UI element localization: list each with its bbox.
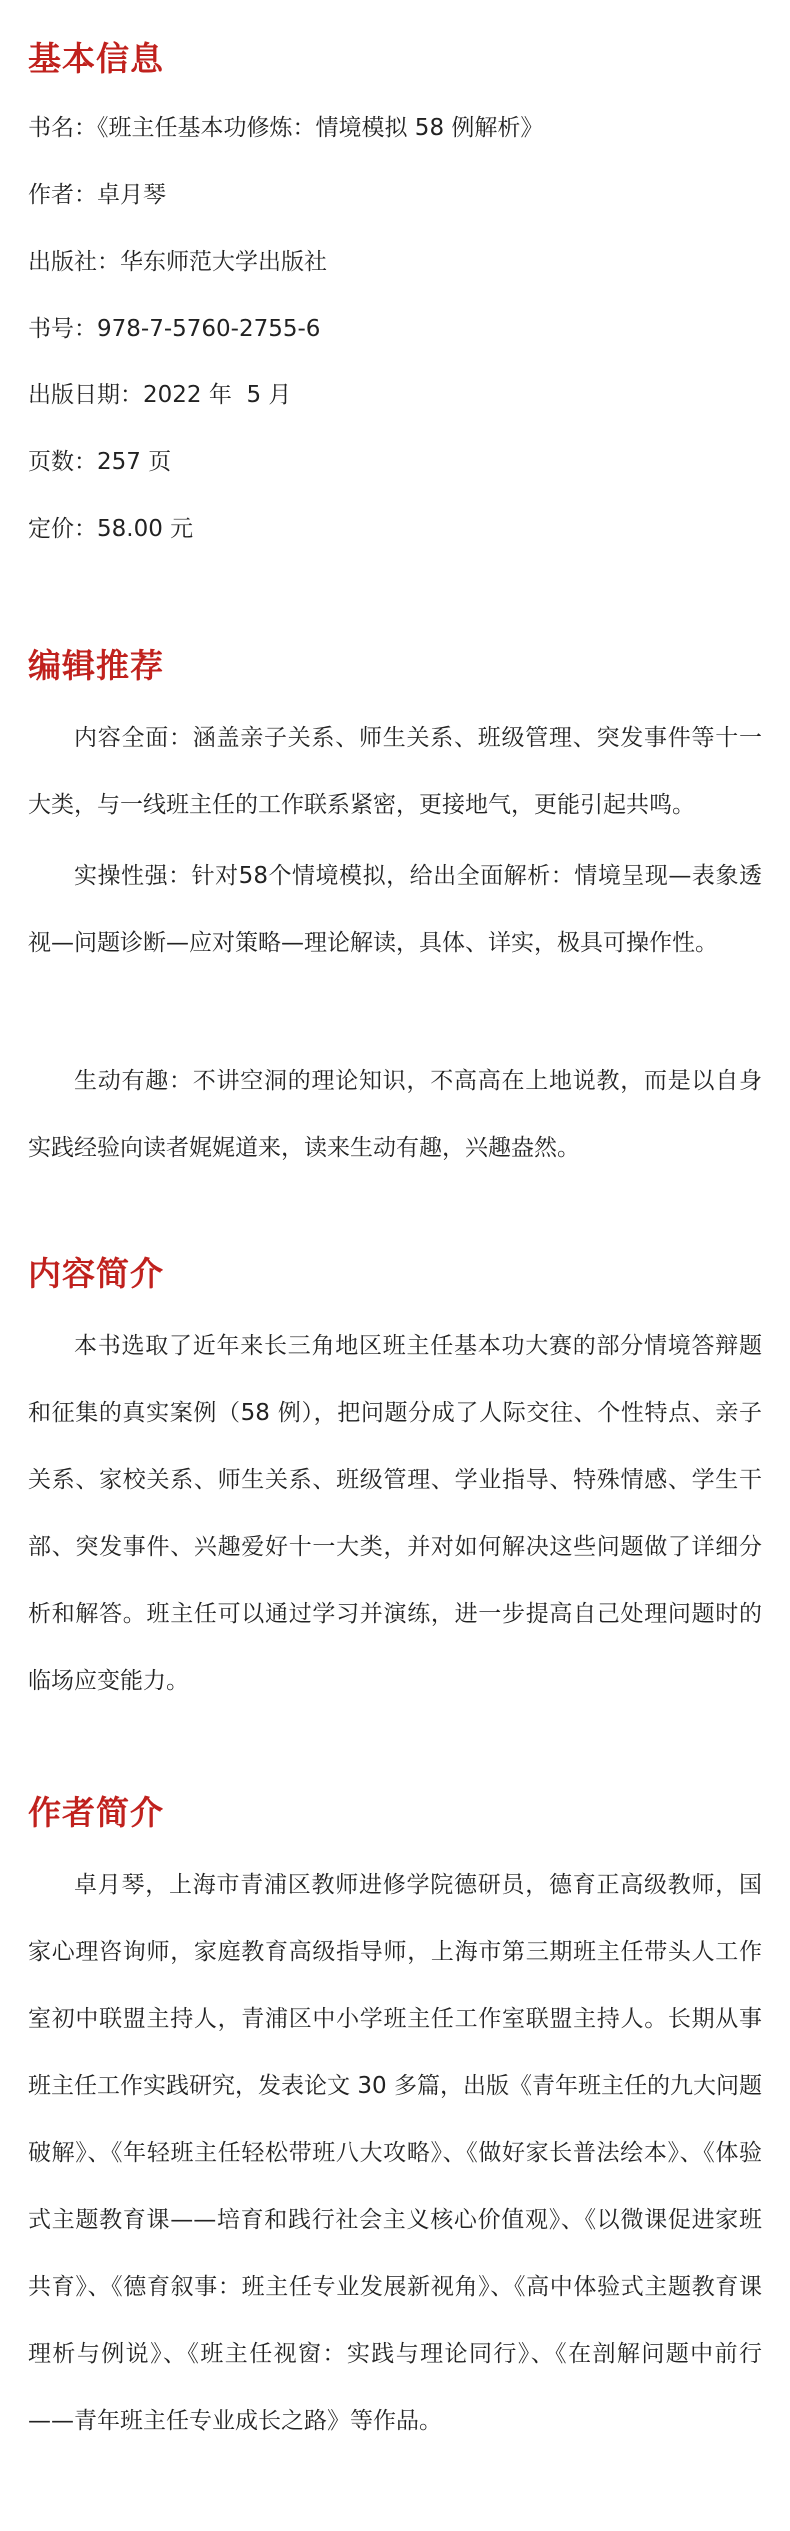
author-paragraph: 卓月琴，上海市青浦区教师进修学院德研员，德育正高级教师，国家心理咨询师，家庭教育高级指导师，上海市第三期班主任带头人工作室初中联盟主持人，青浦区中小学班主任工作室联盟主持人。长期从事班主任工作实践研究，发表论文 30 多篇，出版《青年班主任的九大问题破解》、《年轻班主任轻松带班八大攻略》、《做好家长普法绘本》、《体验式主题教育课——培育和践行社会主义核心价值观》、《以微课促进家班共育》、《德育叙事：班主任专业发展新视角》、《高中体验式主题教育课理析与例说》、《班主任视窗：实践与理论同行》、《在剖解问题中前行——青年班主任专业成长之路》等作品。 (28, 1872, 762, 2434)
recommend-paragraph-comprehensive: 内容全面：涵盖亲子关系、师生关系、班级管理、突发事件等十一大类，与一线班主任的工作联系紧密，更接地气，更能引起共鸣。 (28, 725, 762, 818)
info-publisher: 出版社：华东师范大学出版社 (28, 249, 327, 275)
section-title-editor-recommend: 编辑推荐 (28, 646, 164, 685)
section-title-author-intro: 作者简介 (28, 1793, 164, 1832)
info-book-name: 书名：《班主任基本功修炼：情境模拟 58 例解析》 (28, 115, 544, 141)
section-title-basic-info: 基本信息 (28, 39, 164, 78)
info-isbn: 书号：978-7-5760-2755-6 (28, 316, 321, 342)
recommend-paragraph-engaging: 生动有趣：不讲空洞的理论知识，不高高在上地说教，而是以自身实践经验向读者娓娓道来，读来生动有趣，兴趣盎然。 (28, 1068, 762, 1161)
info-author: 作者：卓月琴 (28, 182, 166, 208)
section-title-content-summary: 内容简介 (28, 1254, 164, 1293)
info-price: 定价：58.00 元 (28, 516, 194, 542)
info-pages: 页数：257 页 (28, 449, 172, 475)
info-publish-date: 出版日期：2022 年 5 月 (28, 382, 292, 408)
summary-paragraph: 本书选取了近年来长三角地区班主任基本功大赛的部分情境答辩题和征集的真实案例（58 例），把问题分成了人际交往、个性特点、亲子关系、家校关系、师生关系、班级管理、学业指导、特殊情感、学生干部、突发事件、兴趣爱好十一大类，并对如何解决这些问题做了详细分析和解答。班主任可以通过学习并演练，进一步提高自己处理问题时的临场应变能力。 (28, 1333, 762, 1694)
recommend-paragraph-practical: 实操性强：针对58个情境模拟，给出全面解析：情境呈现—表象透视—问题诊断—应对策略—理论解读，具体、详实，极具可操作性。 (28, 863, 762, 956)
